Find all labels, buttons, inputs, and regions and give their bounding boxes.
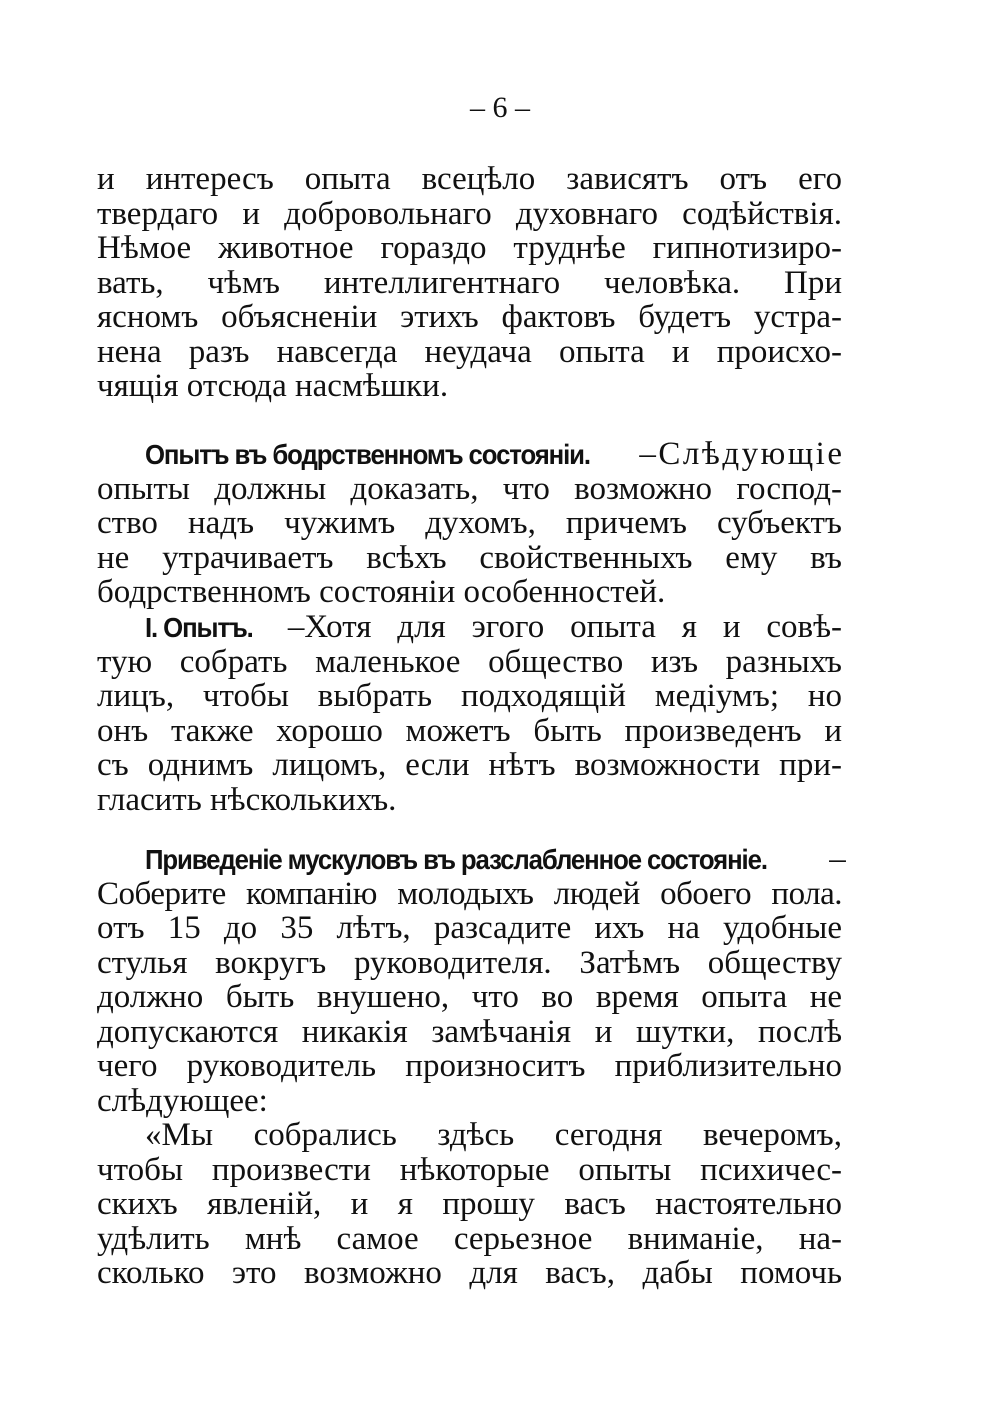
text-line: тую собрать маленькое общество изъ разныхъ	[97, 643, 842, 680]
text-line: сколько это возможно для васъ, дабы помочь	[97, 1255, 842, 1291]
text-line: отъ 15 до 35 лѣтъ, разсадите ихъ на удобные	[97, 910, 842, 946]
section-heading-experiment: I. Опытъ.	[145, 612, 253, 643]
text-line: слѣдующее:	[97, 1082, 268, 1119]
text-line: твердаго и добровольнаго духовнаго содѣйствія.	[97, 195, 842, 232]
paragraph-1	[97, 162, 842, 404]
text-line: стулья вокругъ руководителя. Затѣмъ обществу	[97, 944, 842, 981]
heading-tail: –Слѣдующіе	[628, 436, 845, 472]
text-line: нена разъ навсегда неудача опыта и происхо-	[97, 333, 842, 370]
text-line: допускаются никакія замѣчанія и шутки, послѣ	[97, 1013, 842, 1050]
text-line: Нѣмое животное гораздо труднѣе гипнотизиро-	[97, 230, 842, 266]
heading-line	[97, 436, 845, 472]
text-line: лицъ, чтобы выбрать подходящій медіумъ; но	[97, 678, 842, 714]
heading-tail: –Хотя для эгого опыта я и совѣ-	[262, 609, 842, 645]
text-line: ство надъ чужимъ духомъ, причемъ субъектъ	[97, 505, 842, 541]
text-line: ясномъ объясненіи этихъ фактовъ будетъ устра-	[97, 299, 842, 335]
text-line: вать, чѣмъ интеллигентнаго человѣка. При	[97, 264, 842, 301]
text-line: съ однимъ лицомъ, если нѣтъ возможности при-	[97, 747, 842, 783]
heading-tail: –	[820, 841, 846, 877]
paragraph-quoted-speech	[97, 1118, 842, 1291]
text-line: чтобы произвести нѣкоторые опыты психичес-	[97, 1151, 842, 1188]
text-line: онъ также хорошо можетъ быть произведенъ и	[97, 712, 842, 749]
text-line: чего руководитель произноситъ приблизительно	[97, 1048, 842, 1084]
page-number: – 6 –	[470, 91, 530, 124]
text-line: не утрачиваетъ всѣхъ свойственныхъ ему въ	[97, 539, 842, 576]
text-line: должно быть внушено, что во время опыта не	[97, 979, 842, 1015]
text-line: удѣлить мнѣ самое серьезное вниманіе, на-	[97, 1220, 842, 1257]
paragraph-muscle-relaxation	[97, 841, 846, 1119]
text-line: гласить нѣсколькихъ.	[97, 781, 397, 818]
section-heading-awake: Опытъ въ бодрственномъ состояніи.	[145, 439, 590, 470]
text-line: и интересъ опыта всецѣло зависятъ отъ его	[97, 161, 842, 197]
text-line: скихъ явленій, и я прошу васъ настоятельно	[97, 1186, 842, 1222]
text-line: Соберите компанію молодыхъ людей обоего пола.	[97, 875, 842, 912]
text-line: опыты должны доказать, что возможно господ-	[97, 470, 842, 507]
paragraph-awake-state	[97, 436, 845, 610]
section-heading-muscles: Приведеніе мускуловъ въ разслабленное состояніе.	[145, 844, 767, 875]
paragraph-experiment-1	[97, 610, 842, 817]
text-line: чящія отсюда насмѣшки.	[97, 368, 449, 404]
heading-line	[97, 610, 842, 645]
text-line: бодрственномъ состояніи особенностей.	[97, 574, 666, 610]
text-line: «Мы собрались здѣсь сегодня вечеромъ,	[145, 1117, 842, 1153]
heading-line	[97, 841, 846, 877]
